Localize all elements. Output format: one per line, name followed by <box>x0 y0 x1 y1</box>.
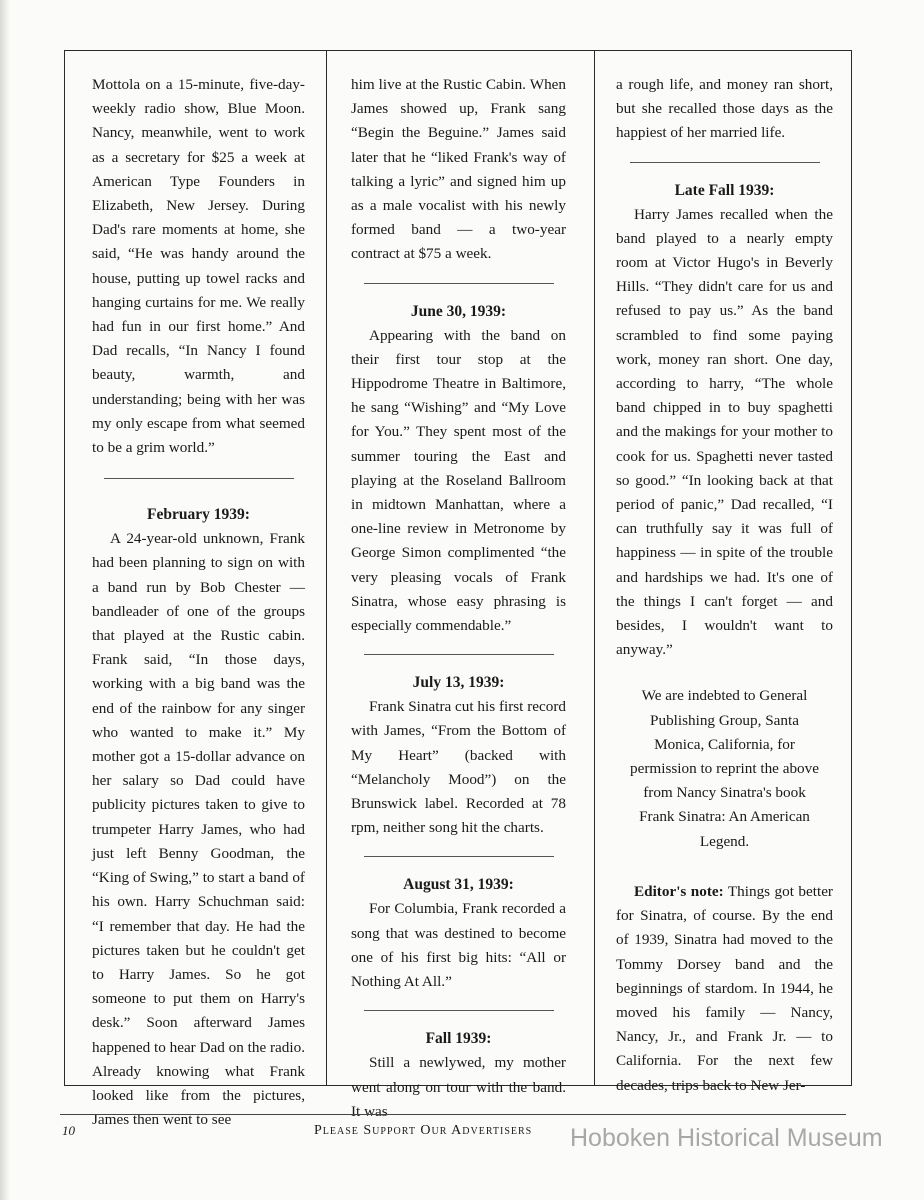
museum-watermark: Hoboken Historical Museum <box>570 1124 883 1152</box>
page-edge-shadow <box>0 0 10 1200</box>
col1-paragraph-2: A 24-year-old unknown, Frank had been planning to sign on with a band run by Bob Chester — bandleader of one of the groups that played at the Rustic cabin. Frank said, “In those days, working with a big band was the end of the rainbow for any singer who wanted to make it.” My mother got a 15-dollar advance on her salary so Dad could have publicity pictures taken to give to trumpeter Harry James, who had just left Benny Goodman, the “King of Swing,” to start a band of his own. Harry Schuchman said: “I remember that day. He had the pictures taken but he couldn't get to Harry James. So he got someone to put them on Harry's desk.” Soon afterward James happened to hear Dad on the radio. Already knowing what Frank looked like from the pictures, James then went to see <box>92 530 305 1129</box>
heading-february-1939: February 1939: <box>147 506 250 524</box>
heading-august-31-1939: August 31, 1939: <box>403 876 514 894</box>
heading-late-fall-1939: Late Fall 1939: <box>674 181 775 199</box>
editors-note-text: Things got better for Sinatra, of course. By the end of 1939, Sinatra had moved to the Tommy Dorsey band and the beginnings of stardom. In 1944, he moved his family — Nancy, Nancy, Jr., and Frank Jr. — to California. For the next few decades, trips back to New Jer- <box>616 882 833 1094</box>
section-rule <box>104 478 294 479</box>
section-rule <box>364 1010 554 1011</box>
editors-note <box>616 880 833 1098</box>
col3-paragraph-1: a rough life, and money ran short, but she recalled those days as the happiest of her married life. <box>616 76 833 142</box>
col2-paragraph-1: him live at the Rustic Cabin. When James showed up, Frank sang “Begin the Beguine.” James said later that he “liked Frank's way of talking a lyric” and signed him up as a male vocalist with his newly formed band — a two-year contract at $75 a week. <box>351 76 566 263</box>
heading-fall-1939: Fall 1939: <box>425 1030 492 1048</box>
col1-paragraph-1: Mottola on a 15-minute, five-day-weekly radio show, Blue Moon. Nancy, meanwhile, went to work as a secretary for $25 a week at American Type Founders in Elizabeth, New Jersey. During Dad's rare moments at home, she said, “He was handy around the house, putting up towel racks and hanging curtains for me. We really had fun in our first home.” And Dad recalls, “In Nancy I found beauty, warmth, and understanding; being with her was my only escape from what seemed to be a grim world.” <box>92 76 305 457</box>
permission-credit: We are indebted to General Publishing Group, Santa Monica, California, for permission to reprint the above from Nancy Sinatra's book Frank Sinatra: An American Legend. <box>630 687 819 850</box>
column-2 <box>351 73 566 1124</box>
section-rule <box>364 283 554 284</box>
column-1 <box>92 73 305 1132</box>
editors-note-label: Editor's note: <box>634 882 724 900</box>
col2-paragraph-4: For Columbia, Frank recorded a song that was destined to become one of his first big hits: “All or Nothing At All.” <box>351 900 566 991</box>
column-divider <box>326 51 327 1085</box>
heading-july-13-1939: July 13, 1939: <box>412 674 505 692</box>
heading-june-30-1939: June 30, 1939: <box>410 302 507 320</box>
section-rule <box>630 162 820 163</box>
col3-paragraph-2: Harry James recalled when the band played to a nearly empty room at Victor Hugo's in Beverly Hills. “They didn't care for us and refused to pay us.” As the band scrambled to find some paying work, money ran short. One day, according to harry, “The whole band chipped in to buy spaghetti and the makings for your mother to cook for us. Spaghetti never tasted so good.” “In looking back at that period of panic,” Dad recalled, “I can truthfully say it was full of happiness — in spite of the trouble and hardships we had. It's one of the things I can't forget — and besides, I wouldn't want to anyway.” <box>616 205 833 659</box>
col2-paragraph-2: Appearing with the band on their first tour stop at the Hippodrome Theatre in Baltimore, he sang “Wishing” and “My Love for You.” They spent most of the summer touring the East and playing at the Roseland Ballroom in midtown Manhattan, where a one-line review in Metronome by George Simon complimented “the very pleasing vocals of Frank Sinatra, whose easy phrasing is especially commendable.” <box>351 326 566 635</box>
col2-paragraph-5: Still a newlywed, my mother went along on tour with the band. It was <box>351 1054 566 1120</box>
column-3 <box>616 73 833 1098</box>
footer-tagline: Please Support Our Advertisers <box>314 1123 533 1138</box>
column-divider <box>594 51 595 1085</box>
section-rule <box>364 856 554 857</box>
col2-paragraph-3: Frank Sinatra cut his first record with James, “From the Bottom of My Heart” (backed with “Melancholy Mood”) on the Brunswick label. Recorded at 78 rpm, neither song hit the charts. <box>351 698 566 837</box>
page-number: 10 <box>62 1123 75 1138</box>
article-frame <box>64 50 852 1129</box>
footer-rule <box>60 1114 846 1115</box>
section-rule <box>364 654 554 655</box>
